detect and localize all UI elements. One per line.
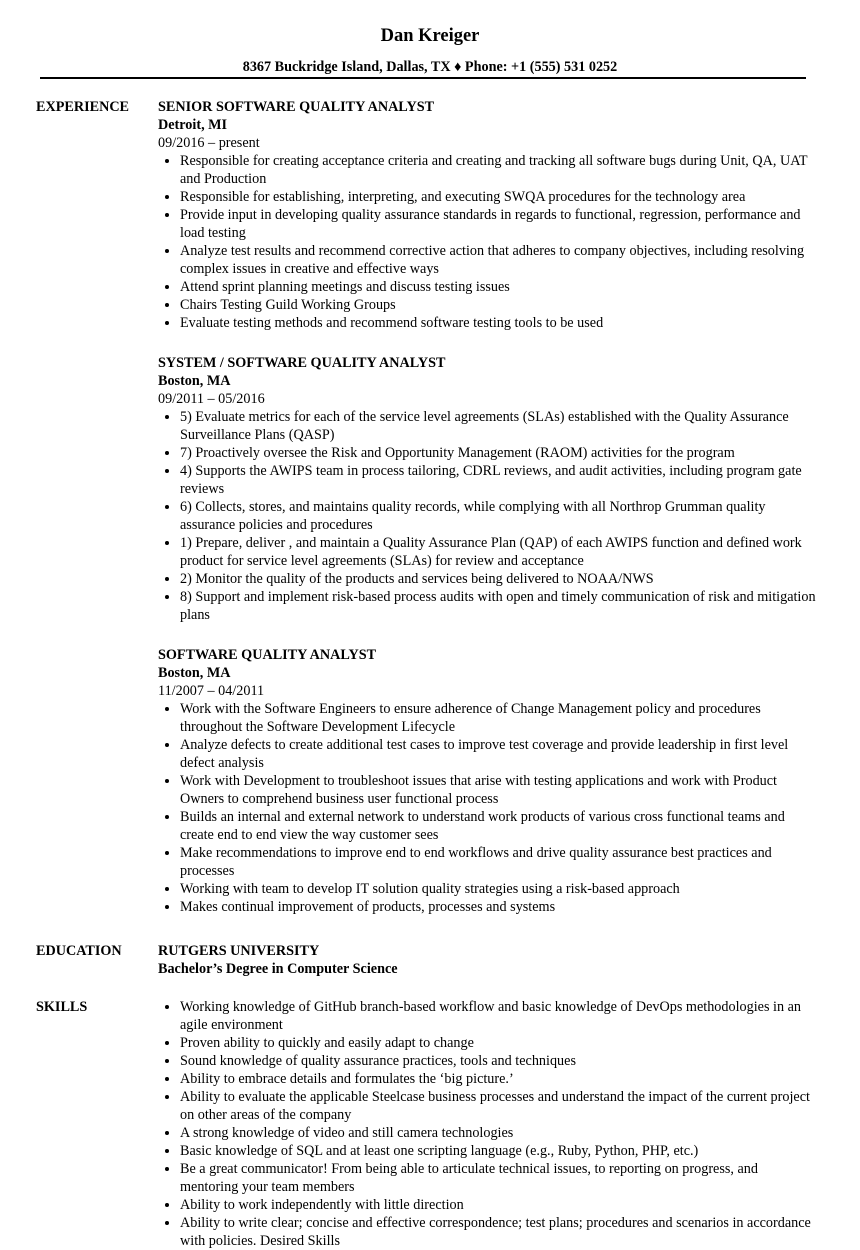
degree: Bachelor’s Degree in Computer Science xyxy=(158,961,398,977)
list-item: • Basic knowledge of SQL and at least one scripting language (e.g., Ruby, Python, PHP, etc.) xyxy=(180,1142,818,1160)
list-item: • Responsible for creating acceptance criteria and creating and tracking all software bugs during Unit, QA, UAT and Production xyxy=(180,152,818,188)
job-bullets xyxy=(158,700,818,916)
list-item: • A strong knowledge of video and still camera technologies xyxy=(180,1124,818,1142)
list-item: • Builds an internal and external network to understand work products of various cross functional teams and create end to end view the way customer sees xyxy=(180,808,818,844)
skills-list-block xyxy=(158,998,818,1250)
list-item: • 6) Collects, stores, and maintains quality records, while complying with all Northrop Grumman quality assurance policies and procedures xyxy=(180,498,818,534)
list-item: • Work with the Software Engineers to ensure adherence of Change Management policy and procedures throughout the Software Development Lifecycle xyxy=(180,700,818,736)
list-item: • Makes continual improvement of products, processes and systems xyxy=(180,898,818,916)
job-dates: 09/2011 – 05/2016 xyxy=(158,391,265,407)
job-bullets xyxy=(158,408,818,624)
job-location: Detroit, MI xyxy=(158,117,228,133)
list-item: • Chairs Testing Guild Working Groups xyxy=(180,296,818,314)
list-item: • Sound knowledge of quality assurance practices, tools and techniques xyxy=(180,1052,818,1070)
job-bullets xyxy=(158,152,818,332)
section-label-education: EDUCATION xyxy=(36,943,122,959)
list-item: • Attend sprint planning meetings and discuss testing issues xyxy=(180,278,818,296)
list-item: • Make recommendations to improve end to end workflows and drive quality assurance best practices and processes xyxy=(180,844,818,880)
school-name: RUTGERS UNIVERSITY xyxy=(158,943,320,959)
job-entry xyxy=(158,98,818,332)
list-item: • Ability to embrace details and formulates the ‘big picture.’ xyxy=(180,1070,818,1088)
job-location: Boston, MA xyxy=(158,373,231,389)
list-item: • Provide input in developing quality assurance standards in regards to functional, regression, performance and load testing xyxy=(180,206,818,242)
list-item: • 4) Supports the AWIPS team in process tailoring, CDRL reviews, and audit activities, including program gate reviews xyxy=(180,462,818,498)
job-entry xyxy=(158,354,818,624)
header-divider xyxy=(40,77,806,79)
list-item: • 5) Evaluate metrics for each of the service level agreements (SLAs) established with the Quality Assurance Surveillance Plans (QASP) xyxy=(180,408,818,444)
education-entry xyxy=(158,942,818,978)
list-item: • 7) Proactively oversee the Risk and Opportunity Management (RAOM) activities for the program xyxy=(180,444,818,462)
job-title: SYSTEM / SOFTWARE QUALITY ANALYST xyxy=(158,355,446,371)
list-item: • Ability to write clear; concise and effective correspondence; test plans; procedures and scenarios in accordance with policies. Desired Skills xyxy=(180,1214,818,1250)
list-item: • 1) Prepare, deliver , and maintain a Quality Assurance Plan (QAP) of each AWIPS function and defined work product for service level agreements (SLAs) for review and acceptance xyxy=(180,534,818,570)
list-item: • Evaluate testing methods and recommend software testing tools to be used xyxy=(180,314,818,332)
list-item: • Working knowledge of GitHub branch-based workflow and basic knowledge of DevOps methodologies in an agile environment xyxy=(180,998,818,1034)
job-location: Boston, MA xyxy=(158,665,231,681)
list-item: • Working with team to develop IT solution quality strategies using a risk-based approach xyxy=(180,880,818,898)
candidate-name: Dan Kreiger xyxy=(380,26,480,46)
list-item: • Ability to work independently with little direction xyxy=(180,1196,818,1214)
list-item: • Responsible for establishing, interpreting, and executing SWQA procedures for the technology area xyxy=(180,188,818,206)
contact-line: 8367 Buckridge Island, Dallas, TX ♦ Phone: +1 (555) 531 0252 xyxy=(242,59,618,75)
section-label-skills: SKILLS xyxy=(36,999,88,1015)
list-item: • 2) Monitor the quality of the products and services being delivered to NOAA/NWS xyxy=(180,570,818,588)
list-item: • Ability to evaluate the applicable Steelcase business processes and understand the impact of the current project on other areas of the company xyxy=(180,1088,818,1124)
job-entry xyxy=(158,646,818,916)
job-dates: 09/2016 – present xyxy=(158,135,260,151)
job-title: SOFTWARE QUALITY ANALYST xyxy=(158,647,377,663)
list-item: • Be a great communicator! From being able to articulate technical issues, to reporting on progress, and mentoring your team members xyxy=(180,1160,818,1196)
skills-list xyxy=(158,998,818,1250)
list-item: • Analyze test results and recommend corrective action that adheres to company objectives, including resolving complex issues in creative and effective ways xyxy=(180,242,818,278)
list-item: • Proven ability to quickly and easily adapt to change xyxy=(180,1034,818,1052)
job-dates: 11/2007 – 04/2011 xyxy=(158,683,265,699)
section-label-experience: EXPERIENCE xyxy=(36,99,130,115)
job-title: SENIOR SOFTWARE QUALITY ANALYST xyxy=(158,99,435,115)
list-item: • Analyze defects to create additional test cases to improve test coverage and provide leadership in first level defect analysis xyxy=(180,736,818,772)
list-item: • Work with Development to troubleshoot issues that arise with testing applications and work with Product Owners to comprehend business user functional process xyxy=(180,772,818,808)
list-item: • 8) Support and implement risk-based process audits with open and timely communication of risk and mitigation plans xyxy=(180,588,818,624)
